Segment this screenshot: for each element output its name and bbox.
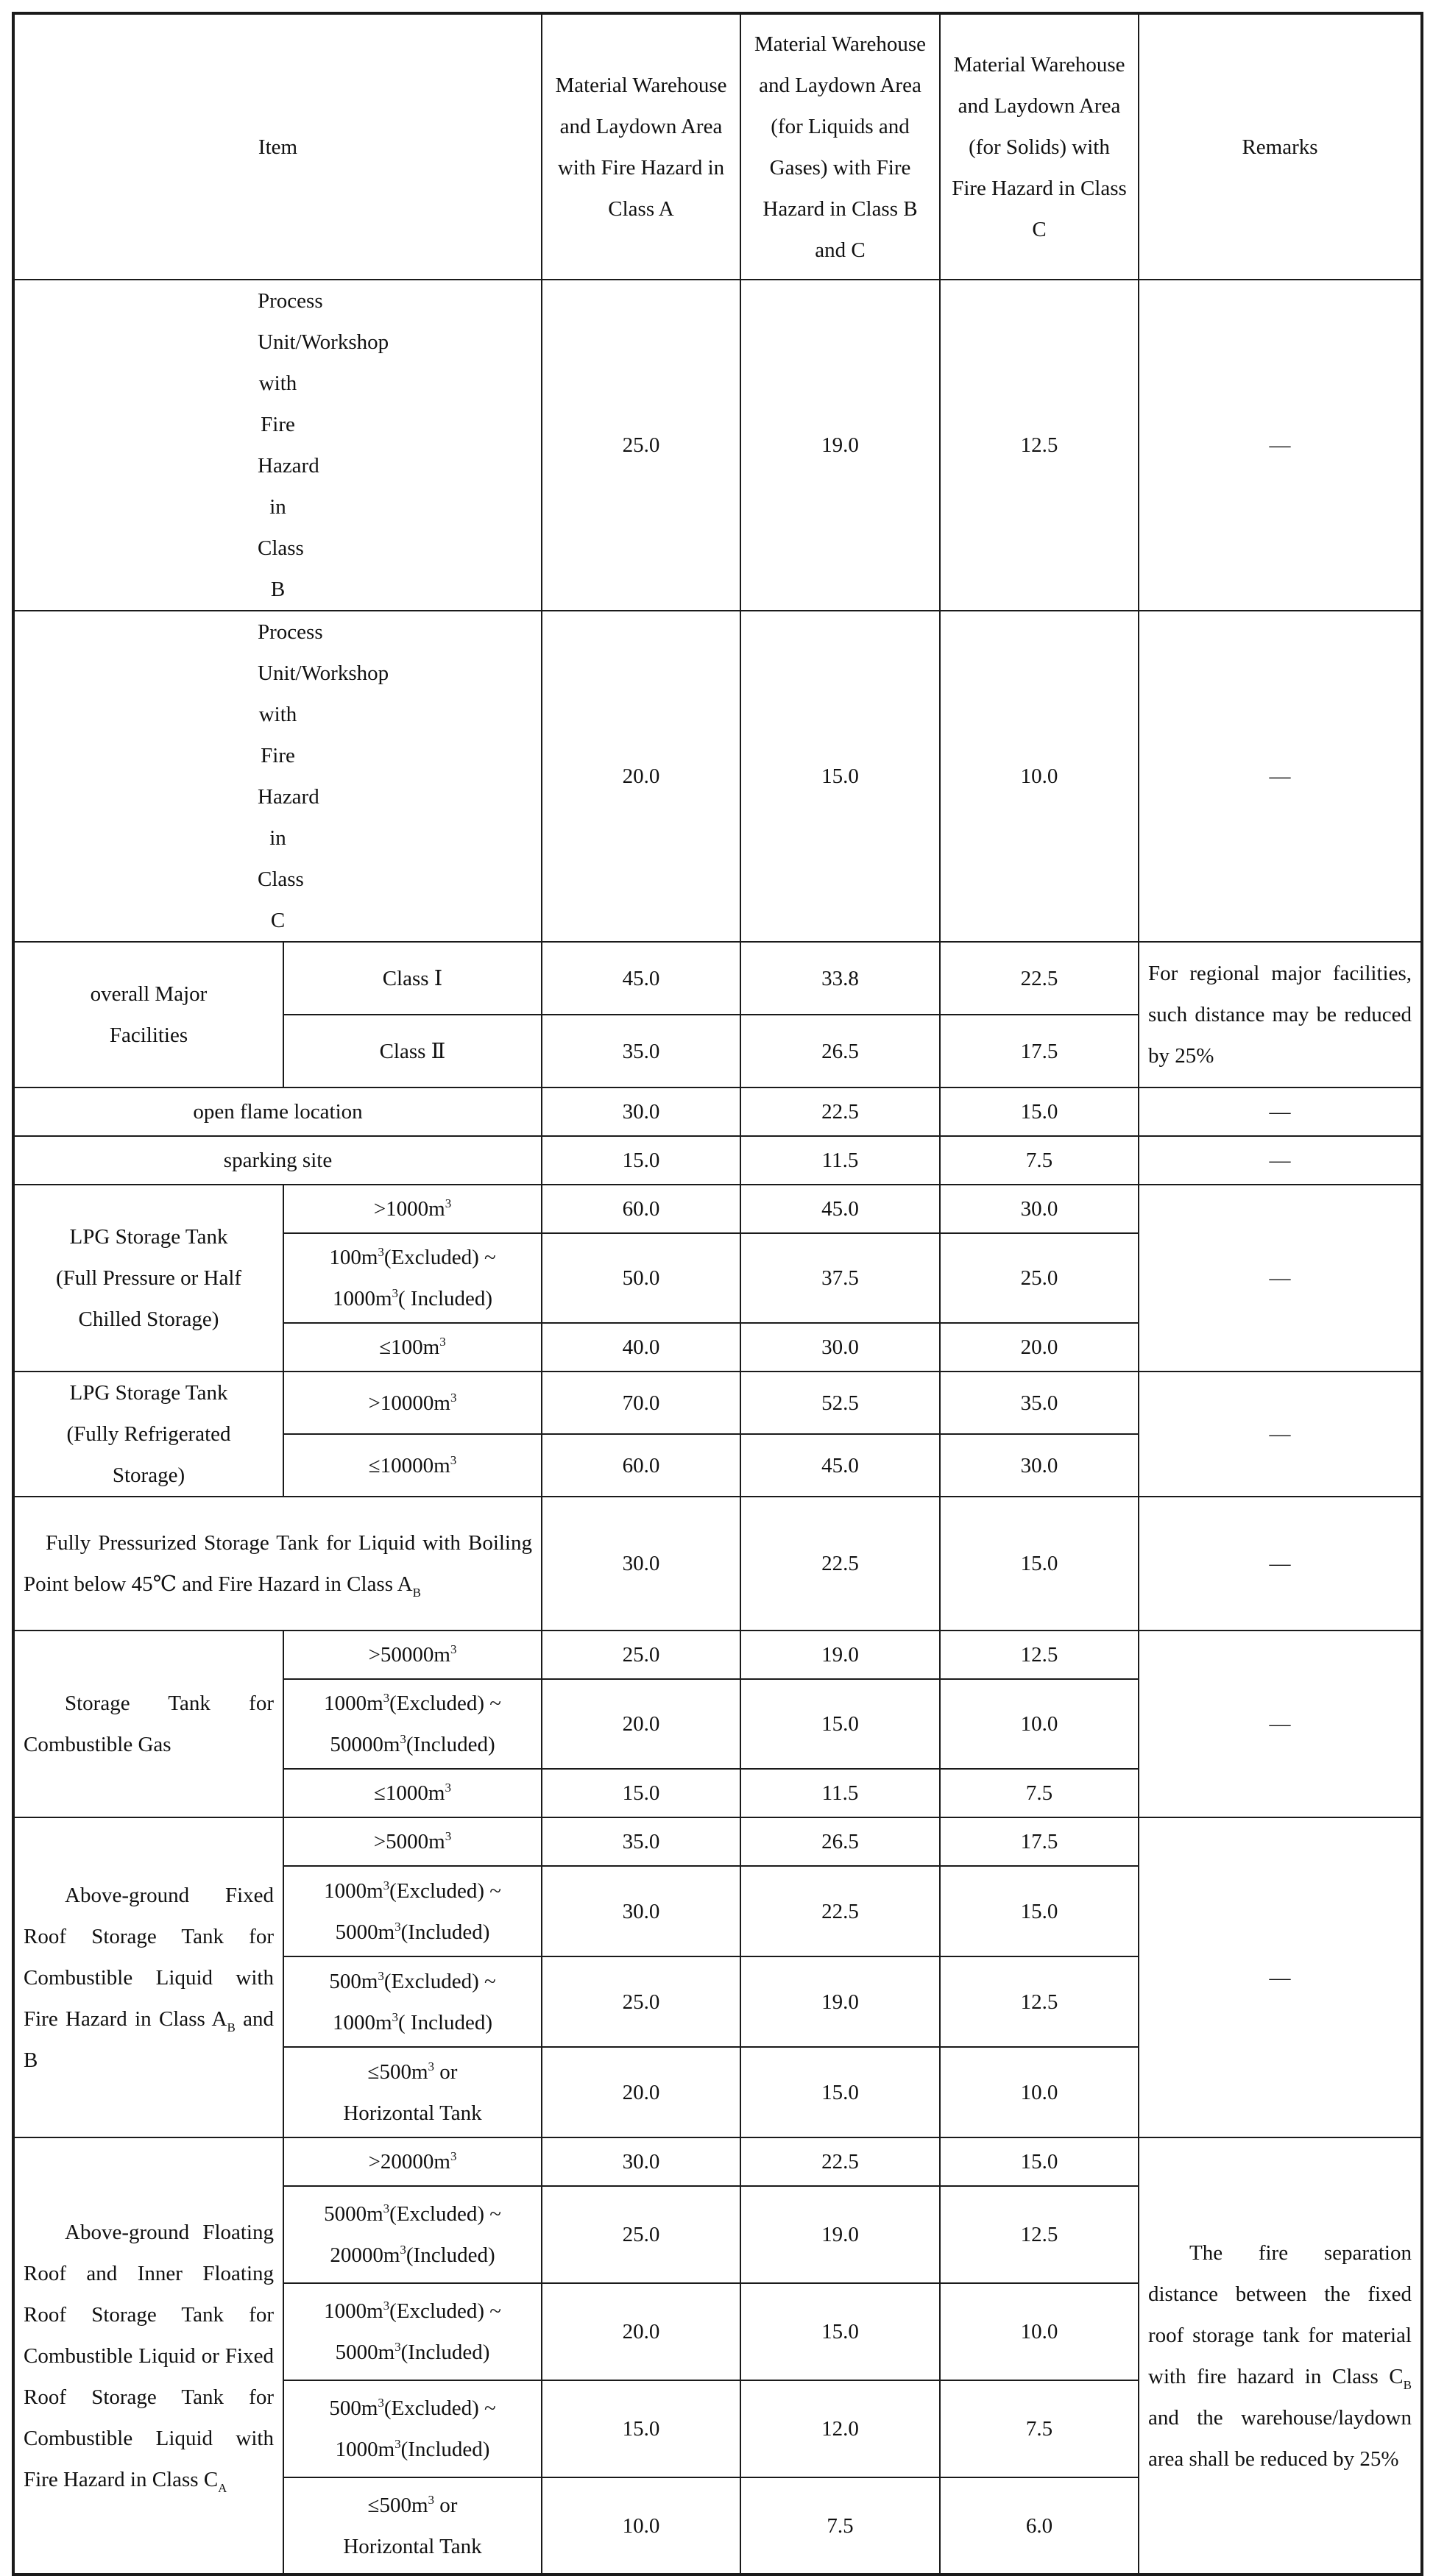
value-c: 15.0 [940,1497,1139,1631]
value-bc: 11.5 [740,1136,940,1185]
value-bc: 26.5 [740,1817,940,1866]
table-row [13,280,1422,611]
value-c: 30.0 [940,1185,1139,1233]
value-c: 10.0 [940,1679,1139,1769]
remark-cell: — [1139,1185,1422,1372]
value-a: 30.0 [542,2137,740,2186]
value-c: 10.0 [940,2283,1139,2380]
value-a: 40.0 [542,1323,740,1372]
sub-item-cell: $\le 500m^3$ or Horizontal Tank [283,2047,542,2137]
value-c: 15.0 [940,1866,1139,1956]
remark-cell: — [1139,1817,1422,2137]
value-c: 15.0 [940,2137,1139,2186]
sub-item-cell: $\le 1000m^3$ [283,1769,542,1817]
sub-item-cell: $>1000m^3$ [283,1185,542,1233]
value-bc: 26.5 [740,1015,940,1087]
value-bc: 15.0 [740,2047,940,2137]
header-row [13,13,1422,280]
table-row [13,1185,1422,1233]
sub-item-cell: $5000m^3(Excluded)$ ~ $20000m^3(Included)$ [283,2186,542,2283]
value-a: 60.0 [542,1185,740,1233]
value-bc: 15.0 [740,1679,940,1769]
group-cell: Storage Tank for Combustible Gas [13,1631,283,1817]
sub-item-cell: $1000m^3(Excluded)$ ~ $50000m^3(Included)$ [283,1679,542,1769]
sub-item-cell: $\le 500m^3$ or Horizontal Tank [283,2477,542,2575]
value-bc: 33.8 [740,942,940,1015]
table-row [13,2137,1422,2186]
group-cell: LPG Storage Tank (Fully Refrigerated Storage) [13,1372,283,1497]
value-c: 35.0 [940,1372,1139,1434]
item-cell: Process Unit/Workshop with Fire Hazard in Class B [13,280,542,611]
value-a: 20.0 [542,2047,740,2137]
value-c: 25.0 [940,1233,1139,1323]
sub-item-cell: Class Ⅰ [283,942,542,1015]
value-bc: 45.0 [740,1434,940,1497]
header-class-a: Material Warehouse and Laydown Area with Fire Hazard in Class A [542,13,740,280]
remark-cell: — [1139,611,1422,942]
remark-cell: The fire separation distance between the fixed roof storage tank for material with fire hazard in Class $C_B$ and the warehouse/laydown area shall be reduced by 25% [1139,2137,1422,2575]
remark-cell: — [1139,1087,1422,1136]
value-a: 20.0 [542,2283,740,2380]
value-a: 30.0 [542,1497,740,1631]
sub-item-cell: $\le 10000m^3$ [283,1434,542,1497]
value-a: 15.0 [542,1769,740,1817]
sub-item-cell: Class Ⅱ [283,1015,542,1087]
group-cell: LPG Storage Tank (Full Pressure or Half Chilled Storage) [13,1185,283,1372]
value-bc: 30.0 [740,1323,940,1372]
item-cell: Fully Pressurized Storage Tank for Liquid with Boiling Point below 45℃ and Fire Hazard in Class $A_B$ [13,1497,542,1631]
remark-cell: For regional major facilities, such distance may be reduced by 25% [1139,942,1422,1087]
value-c: 22.5 [940,942,1139,1015]
sub-item-cell: $500m^3(Excluded)$ ~ $1000m^3(Included)$ [283,2380,542,2477]
value-bc: 11.5 [740,1769,940,1817]
fire-separation-table [12,12,1423,2576]
value-c: 6.0 [940,2477,1139,2575]
item-cell: Process Unit/Workshop with Fire Hazard in Class C [13,611,542,942]
value-bc: 22.5 [740,1497,940,1631]
value-a: 15.0 [542,1136,740,1185]
value-c: 17.5 [940,1015,1139,1087]
value-bc: 19.0 [740,1956,940,2047]
remark-cell: — [1139,1631,1422,1817]
value-c: 7.5 [940,1769,1139,1817]
value-a: 20.0 [542,1679,740,1769]
remark-cell: — [1139,1497,1422,1631]
table-row [13,1136,1422,1185]
table-row [13,1372,1422,1434]
value-c: 12.5 [940,280,1139,611]
value-a: 15.0 [542,2380,740,2477]
value-a: 35.0 [542,1817,740,1866]
value-c: 12.5 [940,1956,1139,2047]
value-bc: 19.0 [740,280,940,611]
sub-item-cell: $500m^3(Excluded)$ ~ $1000m^3$( Included) [283,1956,542,2047]
value-bc: 15.0 [740,611,940,942]
value-a: 25.0 [542,2186,740,2283]
value-c: 7.5 [940,2380,1139,2477]
sub-item-cell: $1000m^3(Excluded)$ ~ $5000m^3(Included)$ [283,2283,542,2380]
header-class-c: Material Warehouse and Laydown Area (for Solids) with Fire Hazard in Class C [940,13,1139,280]
value-bc: 19.0 [740,2186,940,2283]
group-cell: Above-ground Fixed Roof Storage Tank for Combustible Liquid with Fire Hazard in Class $A_B$ and B [13,1817,283,2137]
value-a: 35.0 [542,1015,740,1087]
header-item: Item [13,13,542,280]
item-cell: open flame location [13,1087,542,1136]
remark-cell: — [1139,280,1422,611]
remark-cell: — [1139,1136,1422,1185]
value-bc: 45.0 [740,1185,940,1233]
value-a: 25.0 [542,1631,740,1679]
sub-item-cell: $>10000m^3$ [283,1372,542,1434]
value-bc: 15.0 [740,2283,940,2380]
value-bc: 12.0 [740,2380,940,2477]
value-a: 10.0 [542,2477,740,2575]
sub-item-cell: $>5000m^3$ [283,1817,542,1866]
value-bc: 52.5 [740,1372,940,1434]
value-bc: 22.5 [740,2137,940,2186]
value-bc: 22.5 [740,1866,940,1956]
value-a: 30.0 [542,1087,740,1136]
group-cell: overall Major Facilities [13,942,283,1087]
value-c: 20.0 [940,1323,1139,1372]
table-row [13,1631,1422,1679]
value-bc: 7.5 [740,2477,940,2575]
value-c: 10.0 [940,2047,1139,2137]
table-row [13,1087,1422,1136]
value-c: 7.5 [940,1136,1139,1185]
value-c: 12.5 [940,1631,1139,1679]
value-bc: 22.5 [740,1087,940,1136]
value-a: 60.0 [542,1434,740,1497]
table-row [13,1497,1422,1631]
sub-item-cell: $1000m^3(Excluded)$ ~ $5000m^3(Included)$ [283,1866,542,1956]
value-c: 12.5 [940,2186,1139,2283]
sub-item-cell: $\le 100m^3$ [283,1323,542,1372]
group-cell: Above-ground Floating Roof and Inner Floating Roof Storage Tank for Combustible Liquid or Fixed Roof Storage Tank for Combustible Liquid with Fire Hazard in Class $C_A$ [13,2137,283,2575]
sub-item-cell: $>20000m^3$ [283,2137,542,2186]
sub-item-cell: $100m^3(Excluded)$ ~ $1000m^3$( Included) [283,1233,542,1323]
table-row [13,1817,1422,1866]
remark-cell: — [1139,1372,1422,1497]
header-class-bc: Material Warehouse and Laydown Area (for Liquids and Gases) with Fire Hazard in Class B and C [740,13,940,280]
table-row [13,942,1422,1015]
value-a: 45.0 [542,942,740,1015]
value-a: 25.0 [542,280,740,611]
item-cell: sparking site [13,1136,542,1185]
value-c: 10.0 [940,611,1139,942]
sub-item-cell: $>50000m^3$ [283,1631,542,1679]
value-a: 70.0 [542,1372,740,1434]
value-a: 20.0 [542,611,740,942]
value-bc: 37.5 [740,1233,940,1323]
value-c: 30.0 [940,1434,1139,1497]
value-a: 50.0 [542,1233,740,1323]
value-c: 15.0 [940,1087,1139,1136]
value-c: 17.5 [940,1817,1139,1866]
header-remarks: Remarks [1139,13,1422,280]
table-row [13,611,1422,942]
value-bc: 19.0 [740,1631,940,1679]
value-a: 25.0 [542,1956,740,2047]
value-a: 30.0 [542,1866,740,1956]
